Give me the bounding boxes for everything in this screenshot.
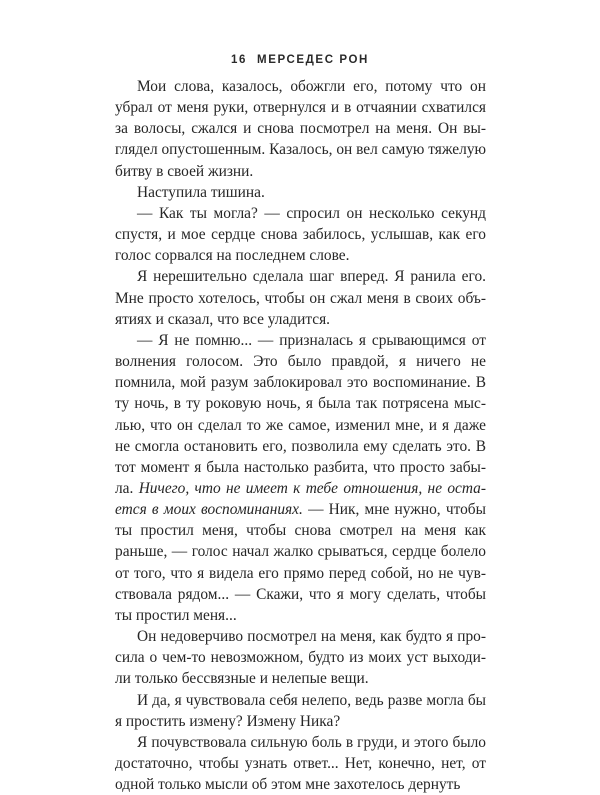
paragraph: Он недоверчиво посмотрел на меня, как будто я просила о чем-то невозможном, будто из моих уст выходили только бессвязные и нелепые вещи. <box>115 628 486 688</box>
italic-thought: Ничего, что не имеет к тебе отношения, не остается в моих воспоминаниях. <box>115 479 486 519</box>
paragraph: — Как ты могла? — спросил он несколько секунд спустя, и мое сердце снова забилось, услышав, как его голос сорвался на последнем слове. <box>115 204 486 265</box>
paragraph-text: — Я не помню... — призналась я срывающимся от волнения голосом. Это было правдой, я ничего не помнила, мой разум заблокировал это воспоминание. В ту ночь, в ту роковую ночь, я была так потрясена мыслью, что он сделал то же самое, изменил мне, и я даже не смогла остановить его, позволила ему сделать это. В тот момент я была настолько разбита, что просто забыла. <box>115 331 486 497</box>
page-number: 16 <box>231 54 248 66</box>
paragraph: И да, я чувствовала себя нелепо, ведь разве могла бы я простить измену? Измену Ника? <box>115 691 486 730</box>
body-text <box>115 76 486 795</box>
paragraph-text: — Ник, мне нужно, чтобы ты простил меня, чтобы снова смотрел на меня как раньше, — голос начал жалко срываться, сердце болело от того, что я видела его прямо перед собой, но не чувствовала рядом... — Скажи, что я могу сделать, чтобы ты простил меня... <box>115 501 486 624</box>
paragraph: Я почувствовала сильную боль в груди, и этого было достаточно, чтобы узнать ответ... Нет, конечно, нет, от одной только мысли об этом мне захотелось дернуть <box>115 733 486 794</box>
running-header <box>0 54 600 66</box>
paragraph: Я нерешительно сделала шаг вперед. Я ранила его. Мне просто хотелось, чтобы он сжал меня в своих объятиях и сказал, что все уладится. <box>115 268 486 328</box>
author-name: МЕРСЕДЕС РОН <box>257 54 369 66</box>
paragraph: Наступила тишина. <box>137 183 265 201</box>
paragraph <box>115 330 486 626</box>
paragraph: Мои слова, казалось, обожгли его, потому что он убрал от меня руки, отвернулся и в отчаянии схватился за волосы, сжался и снова посмотрел на меня. Он выглядел опустошенным. Казалось, он вел самую тяжелую битву в своей жизни. <box>115 78 487 180</box>
